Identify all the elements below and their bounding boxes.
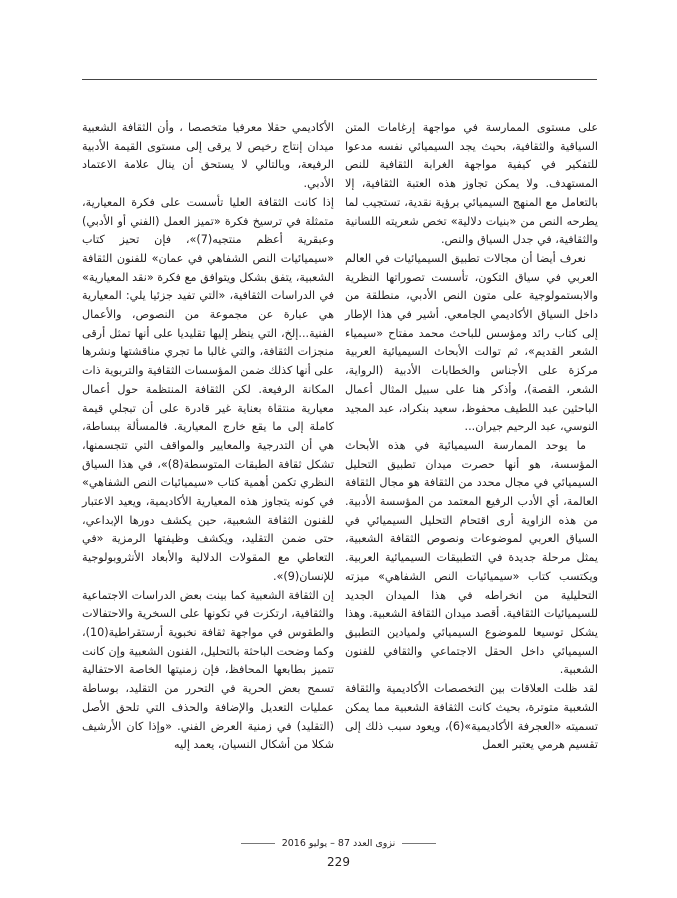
paragraph: إذا كانت الثقافة العليا تأسست على فكرة المعيارية، متمثلة في ترسيخ فكرة «تميز العمل (الفني أو الأدبي) وعبقرية أعظم منتجيه(7)»، فإن تحيز كتاب «سيميائيات النص الشفاهي في عمان» للفنون الثقافة الشعبية، يتفق بشكل ويتوافق مع فكرة «نقد المعيارية» في الدراسات الثقافية، «التي تفيد جزئيا يلي: المعيارية هي عبارة عن مجموعة من النصوص، والأعمال الفنية...إلخ، التي ينظر إليها تقليديا على أنها تمثل أرقى منجزات الثقافة، والتي غالبا ما تجري مناقشتها ونشرها على أنها كذلك ضمن المؤسسات الثقافية والتربوية ذات المكانة الرفيعة. لكن الثقافة المنتظمة حول أعمال معيارية منتقاة بعناية غير قادرة على أن تبجلي قيمة كاملة إلى ما يقع خارج المعيارية. فالمسألة ببساطة، هي أن التدرجية والمعايير والمواقف التي تتجسمنها، تشكل ثقافة الطبقات المتوسطة(8)»، في هذا السياق النظري تكمن أهمية كتاب «سيميائيات النص الشفاهي» في كونه يتجاوز هذه المعيارية الأكاديمية، ويعيد الاعتبار للفنون الثقافة الشعبية، حين يكشف دورها الإبداعي، حتى ضمن التقليد، ويكشف وظيفتها الرمزية «في التعاطي مع المقولات الدلالية والأبعاد الأنثروبولوجية للإنسان(9)». xyxy=(82,195,334,583)
right-column xyxy=(345,119,598,755)
paragraph: نعرف أيضا أن مجالات تطبيق السيميائيات في العالم العربي في سياق التكون، تأسست تصوراتها النظرية والابستمولوجية على متون النص الأدبي، منطلقة من داخل السياق الأكاديمي الجامعي. أشير في هذا الإطار إلى كتاب رائد ومؤسس للباحث محمد مفتاح «سيمياء الشعر القديم»، ثم توالت الأبحاث السيميائية العربية مركزة على الأجناس والخطابات الأدبية (الرواية، الشعر، القصة)، وأذكر هنا على سبيل المثال أعمال الباحثين عبد اللطيف محفوظ، سعيد بنكراد، عبد المجيد النوسي، عبد الرحيم جيران... xyxy=(345,251,598,434)
paragraph: ما يوحد الممارسة السيميائية في هذه الأبحاث المؤسسة، هو أنها حصرت ميدان تطبيق التحليل السيميائي في مجال محدد من الثقافة هو مجال الثقافة العالمة، أي الأدب الرفيع المعتمد من المؤسسة الأدبية. من هذه الزاوية أرى اقتحام التحليل السيميائي في السياق العربي لموضوعات ونصوص الثقافة الشعبية، يمثل مرحلة جديدة في التطبيقات السيميائية العربية. ويكتسب كتاب «سيميائيات النص الشفاهي» ميزته التحليلية من انخراطه في هذا الميدان الجديد للسيميائيات الثقافية. أقصد ميدان الثقافة الشعبية. وهذا يشكل توسيعا للموضوع السيميائي ولميادين التطبيق السيميائي داخل الحقل الاجتماعي والثقافي للفنون الشعبية. xyxy=(345,438,598,677)
paragraph: لقد ظلت العلاقات بين التخصصات الأكاديمية والثقافة الشعبية متوترة، بحيث كانت الثقافة الشعبية مما يمكن تسميته «العجرفة الأكاديمية»(6)، ويعود سبب ذلك إلى تقسيم هرمي يعتبر العمل xyxy=(345,682,598,752)
issue-label: نزوى العدد 87 – يوليو 2016 xyxy=(281,838,396,849)
footer-divider xyxy=(402,843,436,844)
footer-divider xyxy=(241,843,275,844)
left-column xyxy=(82,119,334,755)
header-rule xyxy=(82,79,597,80)
paragraph: على مستوى الممارسة في مواجهة إرغامات المتن السياقية والثقافية، بحيث يجد السيميائي نفسه مدعوا للتفكير في كيفية مواجهة الغرابة الثقافية للنص المستهدف. ولا يمكن تجاوز هذه العتبة الثقافية، إلا بالتعامل مع المنهج السيميائي برؤية نقدية، تستجيب لما يطرحه النص من «بنيات دلالية» تخص شعريته اللسانية والثقافية، في جدل السياق والنص. xyxy=(345,121,598,247)
page-number: 229 xyxy=(327,855,350,869)
paragraph: إن الثقافة الشعبية كما بينت بعض الدراسات الاجتماعية والثقافية، ارتكزت في تكونها على السخرية والاحتفالات والطقوس في مواجهة ثقافة نخبوية أرستقراطية(10)، وكما وضحت الباحثة بالتحليل، الفنون الشعبية وإن كانت تتميز بطابعها المحافظ، فإن زمنيتها الخاصة الاحتفالية تسمح بعض الحرية في التحرر من التقليد، بوساطة عمليات التعديل والإضافة والحذف التي تلحق الأصل (التقليد) في زمنية العرض الفني. «وإذا كان الأرشيف شكلا من أشكال النسيان، يعمد إليه xyxy=(82,588,334,752)
footer-issue-line xyxy=(0,838,677,849)
paragraph: الأكاديمي حقلا معرفيا متخصصا ، وأن الثقافة الشعبية ميدان إنتاج رخيص لا يرقى إلى مستوى القيمة الأدبية الرفيعة، وبالتالي لا يستحق أن ينال علامة الاعتماد الأدبي. xyxy=(82,121,334,191)
